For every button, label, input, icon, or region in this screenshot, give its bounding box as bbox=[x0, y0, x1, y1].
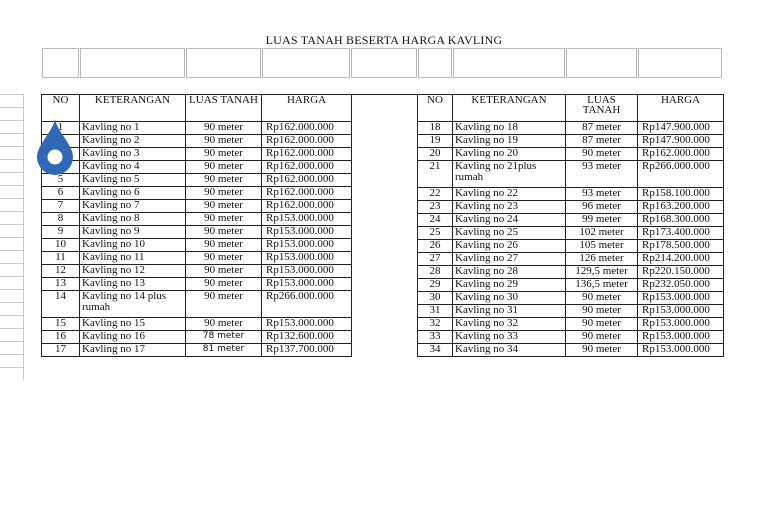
row-harga: Rp153.000.000 bbox=[262, 278, 352, 291]
row-number: 9 bbox=[42, 226, 80, 239]
edge-gridline bbox=[0, 172, 24, 185]
empty-cell bbox=[453, 48, 565, 78]
row-keterangan: Kavling no 4 bbox=[80, 161, 186, 174]
row-harga: Rp153.000.000 bbox=[638, 331, 724, 344]
row-harga: Rp266.000.000 bbox=[262, 291, 352, 318]
row-luas-tanah: 90 meter bbox=[186, 318, 262, 331]
table-row bbox=[42, 187, 352, 200]
row-luas-tanah: 99 meter bbox=[566, 214, 638, 227]
edge-gridline bbox=[0, 367, 24, 380]
empty-cell bbox=[351, 48, 417, 78]
row-keterangan: Kavling no 18 bbox=[453, 122, 566, 135]
table-row bbox=[418, 279, 724, 292]
row-luas-tanah: 90 meter bbox=[566, 292, 638, 305]
edge-gridline bbox=[0, 94, 24, 107]
row-harga: Rp162.000.000 bbox=[262, 174, 352, 187]
row-number: 28 bbox=[418, 266, 453, 279]
edge-gridline bbox=[0, 276, 24, 289]
row-luas-tanah: 90 meter bbox=[186, 252, 262, 265]
edge-gridline bbox=[0, 354, 24, 367]
header-harga: HARGA bbox=[262, 95, 352, 122]
table-row bbox=[418, 188, 724, 201]
empty-cell bbox=[42, 48, 79, 78]
document-title: LUAS TANAH BESERTA HARGA KAVLING bbox=[265, 33, 503, 47]
table-row bbox=[418, 253, 724, 266]
row-keterangan: Kavling no 33 bbox=[453, 331, 566, 344]
row-luas-tanah: 90 meter bbox=[186, 226, 262, 239]
row-number: 19 bbox=[418, 135, 453, 148]
row-harga: Rp162.000.000 bbox=[262, 187, 352, 200]
table-row bbox=[418, 201, 724, 214]
row-harga: Rp158.100.000 bbox=[638, 188, 724, 201]
edge-gridline bbox=[0, 328, 24, 341]
table-row bbox=[42, 200, 352, 213]
row-harga: Rp162.000.000 bbox=[262, 135, 352, 148]
row-number: 20 bbox=[418, 148, 453, 161]
row-harga: Rp168.300.000 bbox=[638, 214, 724, 227]
header-no: NO bbox=[42, 95, 80, 122]
table-row bbox=[418, 305, 724, 318]
table-row bbox=[42, 148, 352, 161]
row-harga: Rp153.000.000 bbox=[262, 213, 352, 226]
table-row bbox=[42, 226, 352, 239]
table-row bbox=[42, 213, 352, 226]
edge-gridline bbox=[0, 159, 24, 172]
header-keterangan: KETERANGAN bbox=[80, 95, 186, 122]
row-harga: Rp220.150.000 bbox=[638, 266, 724, 279]
empty-cell bbox=[638, 48, 722, 78]
row-keterangan: Kavling no 21plus rumah bbox=[453, 161, 566, 188]
row-harga: Rp147.900.000 bbox=[638, 135, 724, 148]
edge-gridline bbox=[0, 289, 24, 302]
table-row bbox=[42, 239, 352, 252]
row-number: 11 bbox=[42, 252, 80, 265]
table-row bbox=[418, 148, 724, 161]
row-number: 5 bbox=[42, 174, 80, 187]
row-luas-tanah: 90 meter bbox=[186, 265, 262, 278]
row-number: 16 bbox=[42, 331, 80, 344]
row-keterangan: Kavling no 11 bbox=[80, 252, 186, 265]
row-number: 30 bbox=[418, 292, 453, 305]
row-harga: Rp178.500.000 bbox=[638, 240, 724, 253]
row-luas-tanah: 96 meter bbox=[566, 201, 638, 214]
header-no: NO bbox=[418, 95, 453, 122]
edge-gridline bbox=[0, 250, 24, 263]
water-drop-icon[interactable] bbox=[33, 117, 77, 177]
table-row bbox=[418, 161, 724, 188]
table-row bbox=[42, 331, 352, 344]
row-keterangan: Kavling no 20 bbox=[453, 148, 566, 161]
table-row bbox=[42, 318, 352, 331]
row-harga: Rp266.000.000 bbox=[638, 161, 724, 188]
row-luas-tanah: 90 meter bbox=[186, 200, 262, 213]
row-number: 17 bbox=[42, 344, 80, 357]
row-harga: Rp153.000.000 bbox=[262, 252, 352, 265]
empty-cell bbox=[186, 48, 261, 78]
edge-gridline bbox=[0, 107, 24, 120]
row-harga: Rp153.000.000 bbox=[638, 318, 724, 331]
header-luas: LUAS TANAH bbox=[566, 95, 638, 122]
row-luas-tanah: 90 meter bbox=[186, 122, 262, 135]
table-row bbox=[42, 252, 352, 265]
row-keterangan: Kavling no 14 plus rumah bbox=[80, 291, 186, 318]
row-luas-tanah: 90 meter bbox=[186, 187, 262, 200]
row-luas-tanah: 90 meter bbox=[186, 239, 262, 252]
edge-gridline bbox=[0, 302, 24, 315]
empty-cell bbox=[566, 48, 637, 78]
row-luas-tanah: 90 meter bbox=[186, 148, 262, 161]
row-luas-tanah: 87 meter bbox=[566, 122, 638, 135]
table-row bbox=[418, 214, 724, 227]
edge-gridline bbox=[0, 315, 24, 328]
table-header-row bbox=[42, 95, 352, 122]
row-keterangan: Kavling no 25 bbox=[453, 227, 566, 240]
row-luas-tanah: 78 meter bbox=[186, 331, 262, 344]
row-harga: Rp153.000.000 bbox=[638, 305, 724, 318]
edge-gridline bbox=[0, 211, 24, 224]
row-harga: Rp162.000.000 bbox=[262, 122, 352, 135]
table-row bbox=[42, 174, 352, 187]
table-row bbox=[42, 122, 352, 135]
row-number: 21 bbox=[418, 161, 453, 188]
row-number: 23 bbox=[418, 201, 453, 214]
row-luas-tanah: 90 meter bbox=[186, 278, 262, 291]
row-harga: Rp173.400.000 bbox=[638, 227, 724, 240]
row-number: 24 bbox=[418, 214, 453, 227]
row-luas-tanah: 102 meter bbox=[566, 227, 638, 240]
table-row bbox=[42, 265, 352, 278]
row-luas-tanah: 93 meter bbox=[566, 188, 638, 201]
row-keterangan: Kavling no 28 bbox=[453, 266, 566, 279]
row-luas-tanah: 90 meter bbox=[186, 161, 262, 174]
empty-cell bbox=[262, 48, 350, 78]
row-keterangan: Kavling no 23 bbox=[453, 201, 566, 214]
table-row bbox=[418, 122, 724, 135]
row-luas-tanah: 93 meter bbox=[566, 161, 638, 188]
row-keterangan: Kavling no 31 bbox=[453, 305, 566, 318]
table-row bbox=[418, 344, 724, 357]
row-harga: Rp153.000.000 bbox=[262, 226, 352, 239]
row-harga: Rp162.000.000 bbox=[262, 200, 352, 213]
row-keterangan: Kavling no 3 bbox=[80, 148, 186, 161]
row-keterangan: Kavling no 13 bbox=[80, 278, 186, 291]
row-number: 33 bbox=[418, 331, 453, 344]
row-luas-tanah: 90 meter bbox=[186, 291, 262, 318]
header-keterangan: KETERANGAN bbox=[453, 95, 566, 122]
header-luas: LUAS TANAH bbox=[186, 95, 262, 122]
row-harga: Rp232.050.000 bbox=[638, 279, 724, 292]
table-row bbox=[42, 278, 352, 291]
empty-header-row bbox=[42, 48, 723, 78]
row-number: 1 bbox=[42, 122, 80, 135]
row-luas-tanah: 136,5 meter bbox=[566, 279, 638, 292]
row-luas-tanah: 129,5 meter bbox=[566, 266, 638, 279]
row-number: 7 bbox=[42, 200, 80, 213]
row-number: 25 bbox=[418, 227, 453, 240]
row-keterangan: Kavling no 34 bbox=[453, 344, 566, 357]
row-keterangan: Kavling no 1 bbox=[80, 122, 186, 135]
kavling-table-left bbox=[41, 94, 352, 357]
row-keterangan: Kavling no 30 bbox=[453, 292, 566, 305]
row-luas-tanah: 90 meter bbox=[566, 344, 638, 357]
row-keterangan: Kavling no 26 bbox=[453, 240, 566, 253]
row-luas-tanah: 90 meter bbox=[186, 174, 262, 187]
table-row bbox=[418, 227, 724, 240]
row-harga: Rp153.000.000 bbox=[638, 344, 724, 357]
row-keterangan: Kavling no 19 bbox=[453, 135, 566, 148]
header-harga: HARGA bbox=[638, 95, 724, 122]
row-number: 14 bbox=[42, 291, 80, 318]
row-number: 12 bbox=[42, 265, 80, 278]
row-keterangan: Kavling no 5 bbox=[80, 174, 186, 187]
row-number: 32 bbox=[418, 318, 453, 331]
row-keterangan: Kavling no 16 bbox=[80, 331, 186, 344]
row-keterangan: Kavling no 29 bbox=[453, 279, 566, 292]
table-row bbox=[42, 291, 352, 318]
row-number: 18 bbox=[418, 122, 453, 135]
row-keterangan: Kavling no 17 bbox=[80, 344, 186, 357]
row-harga: Rp162.000.000 bbox=[262, 161, 352, 174]
row-harga: Rp137.700.000 bbox=[262, 344, 352, 357]
row-number: 31 bbox=[418, 305, 453, 318]
row-harga: Rp132.600.000 bbox=[262, 331, 352, 344]
edge-gridline bbox=[0, 224, 24, 237]
row-luas-tanah: 90 meter bbox=[566, 305, 638, 318]
row-harga: Rp153.000.000 bbox=[262, 265, 352, 278]
kavling-table-right bbox=[417, 94, 724, 357]
edge-gridline bbox=[0, 263, 24, 276]
row-keterangan: Kavling no 10 bbox=[80, 239, 186, 252]
row-luas-tanah: 87 meter bbox=[566, 135, 638, 148]
row-number: 29 bbox=[418, 279, 453, 292]
row-keterangan: Kavling no 7 bbox=[80, 200, 186, 213]
row-luas-tanah: 81 meter bbox=[186, 344, 262, 357]
row-keterangan: Kavling no 27 bbox=[453, 253, 566, 266]
row-number: 34 bbox=[418, 344, 453, 357]
row-keterangan: Kavling no 22 bbox=[453, 188, 566, 201]
row-luas-tanah: 105 meter bbox=[566, 240, 638, 253]
table-row bbox=[418, 318, 724, 331]
row-harga: Rp162.000.000 bbox=[262, 148, 352, 161]
row-luas-tanah: 126 meter bbox=[566, 253, 638, 266]
row-harga: Rp214.200.000 bbox=[638, 253, 724, 266]
empty-cell bbox=[418, 48, 452, 78]
middle-gap-column bbox=[351, 94, 417, 394]
row-number: 6 bbox=[42, 187, 80, 200]
row-number: 8 bbox=[42, 213, 80, 226]
row-luas-tanah: 90 meter bbox=[566, 318, 638, 331]
edge-gridline bbox=[0, 341, 24, 354]
row-keterangan: Kavling no 6 bbox=[80, 187, 186, 200]
row-keterangan: Kavling no 24 bbox=[453, 214, 566, 227]
table-row bbox=[42, 161, 352, 174]
row-harga: Rp153.000.000 bbox=[262, 239, 352, 252]
row-keterangan: Kavling no 9 bbox=[80, 226, 186, 239]
row-number: 15 bbox=[42, 318, 80, 331]
row-keterangan: Kavling no 12 bbox=[80, 265, 186, 278]
edge-gridline bbox=[0, 146, 24, 159]
row-luas-tanah: 90 meter bbox=[186, 213, 262, 226]
row-luas-tanah: 90 meter bbox=[566, 148, 638, 161]
row-luas-tanah: 90 meter bbox=[566, 331, 638, 344]
row-harga: Rp163.200.000 bbox=[638, 201, 724, 214]
row-harga: Rp153.000.000 bbox=[262, 318, 352, 331]
table-row bbox=[418, 135, 724, 148]
row-keterangan: Kavling no 32 bbox=[453, 318, 566, 331]
row-number: 26 bbox=[418, 240, 453, 253]
row-number: 10 bbox=[42, 239, 80, 252]
table-row bbox=[418, 266, 724, 279]
edge-gridline bbox=[0, 237, 24, 250]
empty-cell bbox=[80, 48, 185, 78]
table-row bbox=[42, 344, 352, 357]
row-harga: Rp147.900.000 bbox=[638, 122, 724, 135]
table-header-row bbox=[418, 95, 724, 122]
row-keterangan: Kavling no 8 bbox=[80, 213, 186, 226]
table-row bbox=[42, 135, 352, 148]
row-number: 13 bbox=[42, 278, 80, 291]
row-keterangan: Kavling no 15 bbox=[80, 318, 186, 331]
table-row bbox=[418, 292, 724, 305]
edge-gridline bbox=[0, 133, 24, 146]
edge-gridline bbox=[0, 120, 24, 133]
table-row bbox=[418, 331, 724, 344]
edge-gridline bbox=[0, 185, 24, 198]
row-harga: Rp162.000.000 bbox=[638, 148, 724, 161]
row-keterangan: Kavling no 2 bbox=[80, 135, 186, 148]
row-luas-tanah: 90 meter bbox=[186, 135, 262, 148]
row-number: 22 bbox=[418, 188, 453, 201]
table-row bbox=[418, 240, 724, 253]
row-harga: Rp153.000.000 bbox=[638, 292, 724, 305]
edge-gridline bbox=[0, 198, 24, 211]
left-edge-gridlines bbox=[0, 94, 24, 394]
row-number: 27 bbox=[418, 253, 453, 266]
